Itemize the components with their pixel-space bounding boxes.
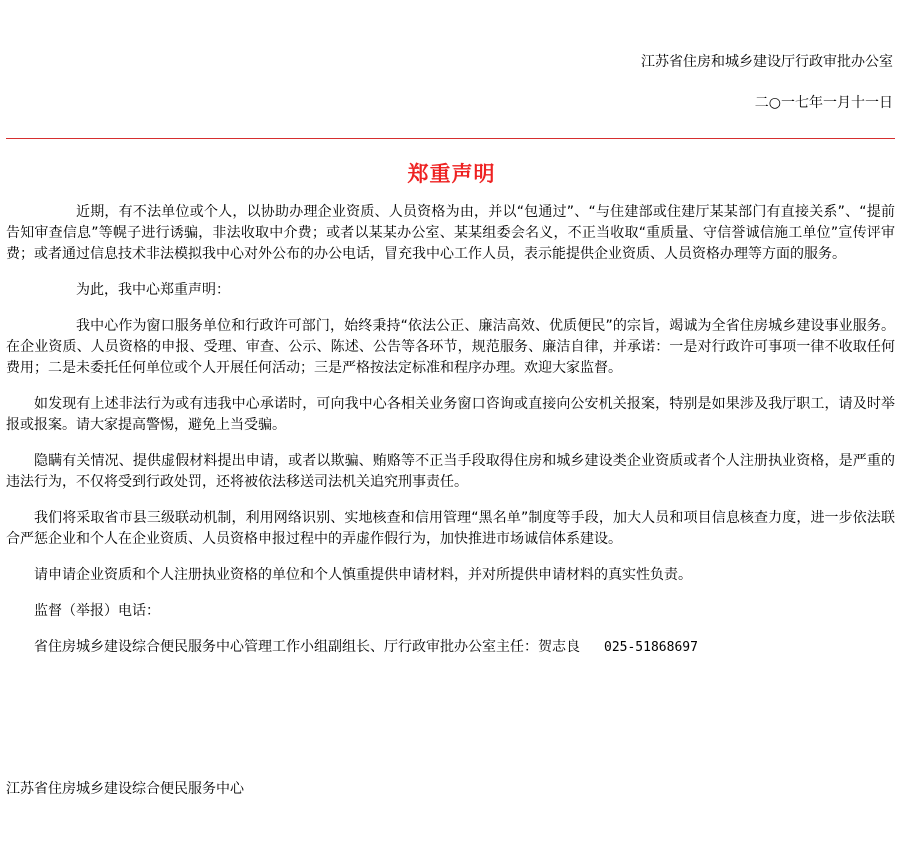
paragraph-reporting: 如发现有上述非法行为或有违我中心承诺时，可向我中心各相关业务窗口咨询或直接向公安机关报案，特别是如果涉及我厅职工，请及时举报或报案。请大家提高警惕，避免上当受骗。 <box>6 396 895 433</box>
paragraph-legal-warning: 隐瞒有关情况、提供虚假材料提出申请，或者以欺骗、贿赂等不正当手段取得住房和城乡建设类企业资质或者个人注册执业资格，是严重的违法行为，不仅将受到行政处罚，还将被依法移送司法机关追究刑事责任。 <box>6 453 895 490</box>
paragraph-enforcement: 我们将采取省市县三级联动机制，利用网络识别、实地核查和信用管理“黑名单”制度等手段，加大人员和项目信息核查力度，进一步依法联合严惩企业和个人在企业资质、人员资格申报过程中的弄虚作假行为，加快推进市场诚信体系建设。 <box>6 510 895 547</box>
paragraph-hotline-label: 监督（举报）电话： <box>34 603 160 619</box>
contact-person: 省住房城乡建设综合便民服务中心管理工作小组副组长、厅行政审批办公室主任：贺志良 <box>34 639 580 655</box>
paragraph-service-commitment: 我中心作为窗口服务单位和行政许可部门，始终秉持“依法公正、廉洁高效、优质便民”的宗旨，竭诚为全省住房城乡建设事业服务。在企业资质、人员资格的申报、受理、审查、公示、陈述、公告等各环节，规范服务、廉洁自律，并承诺：一是对行政许可事项一律不收取任何费用；二是未委托任何单位或个人开展任何活动；三是严格按法定标准和程序办理。欢迎大家监督。 <box>6 318 895 376</box>
statement-body <box>6 202 895 673</box>
paragraph-intro: 近期，有不法单位或个人，以协助办理企业资质、人员资格为由，并以“包通过”、“与住建部或住建厅某某部门有直接关系”、“提前告知审查信息”等幌子进行诱骗，非法收取中介费；或者以某某办公室、某某组委会名义，不正当收取“重质量、守信誉诚信施工单位”宣传评审费；或者通过信息技术非法模拟我中心对外公布的办公电话，冒充我中心工作人员，表示能提供企业资质、人员资格办理等方面的服务。 <box>6 204 895 262</box>
header-divider <box>6 138 895 139</box>
contact-phone: 025-51868697 <box>604 640 698 655</box>
page-title: 郑重声明 <box>407 162 496 186</box>
contact-line <box>6 637 895 658</box>
paragraph-declaration-lead: 为此，我中心郑重声明： <box>76 282 230 298</box>
issuer-name: 江苏省住房和城乡建设厅行政审批办公室 <box>641 54 893 70</box>
issue-date: 二○一七年一月十一日 <box>754 95 893 111</box>
paragraph-applicant-responsibility: 请申请企业资质和个人注册执业资格的单位和个人慎重提供申请材料，并对所提供申请材料的真实性负责。 <box>34 567 692 583</box>
footer-organization: 江苏省住房城乡建设综合便民服务中心 <box>6 781 244 797</box>
